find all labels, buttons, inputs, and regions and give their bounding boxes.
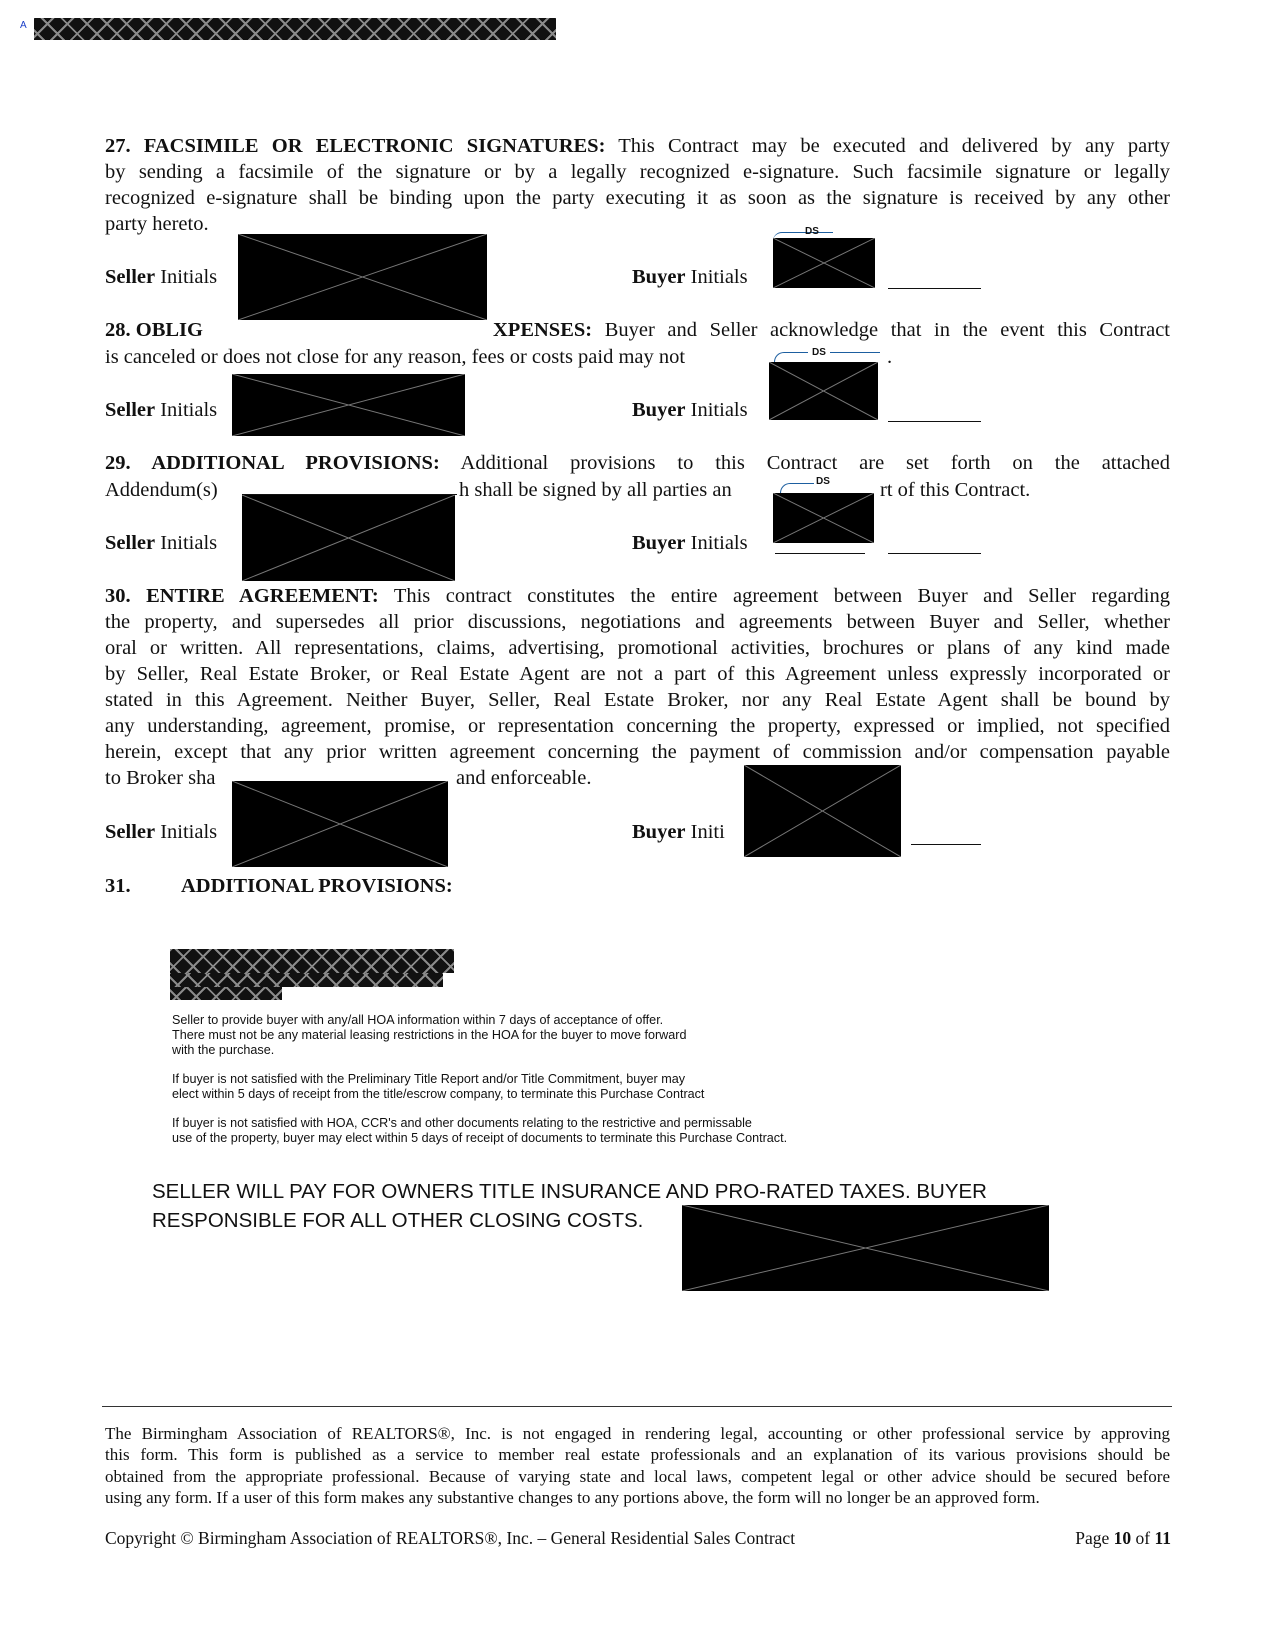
docusign-ds-label-28: DS [812,347,826,358]
closing-costs-redaction [682,1205,1049,1291]
seller-initials-29: Seller Initials [105,532,218,554]
buyer-initials-29-blank-2 [888,553,981,554]
provision-redaction-1 [170,949,454,973]
section-28-ds-rule-2 [830,352,880,353]
seller-initials-27: Seller Initials [105,266,218,288]
section-28-ds-rule [788,352,808,353]
section-29-line-1: 29. ADDITIONAL PROVISIONS: Additional provisions to this Contract are set forth on the attached [105,452,1170,474]
section-30-title: 30. ENTIRE AGREEMENT: [105,585,379,607]
section-27-line-3: recognized e-signature shall be binding upon the party executing it as soon as the signature is received by any other [105,187,1170,209]
seller-initials-29-redaction [242,495,455,581]
buyer-initials-27: Buyer Initials [632,266,748,288]
section-28-line-2: is canceled or does not close for any reason, fees or costs paid may not [105,346,686,368]
provision-redaction-2 [170,973,443,987]
provision-redaction-3 [170,987,282,1000]
header-mark: A [20,20,27,31]
section-27-line-4: party hereto. [105,213,209,235]
section-30-line-5: stated in this Agreement. Neither Buyer, Seller, Real Estate Broker, nor any Real Estate Agent shall be bound by [105,689,1170,711]
buyer-initials-29-blank-1 [775,553,865,554]
section-30-line-4: by Seller, Real Estate Broker, or Real Estate Agent are not a part of this Agreement unless expressly incorporated or [105,663,1170,685]
section-31-number: 31. [105,875,131,897]
page-number: Page 10 of 11 [1075,1528,1171,1548]
section-31-title: ADDITIONAL PROVISIONS: [181,875,453,897]
footer-disclaimer-line-4: using any form. If a user of this form makes any substantive changes to any portions above, the form will no longer be an approved form. [105,1488,1040,1507]
buyer-initials-27-blank [888,288,981,289]
seller-initials-27-redaction [238,234,487,320]
docusign-ds-label: DS [805,226,819,237]
buyer-initials-29-redaction [773,493,874,543]
closing-costs-line-1: SELLER WILL PAY FOR OWNERS TITLE INSURANCE AND PRO-RATED TAXES. BUYER [152,1180,987,1203]
buyer-initials-27-redaction [773,238,875,288]
seller-initials-28: Seller Initials [105,399,218,421]
section-28-title-end: XPENSES: Buyer and Seller acknowledge that in the event this Contract [493,319,1170,341]
buyer-initials-29: Buyer Initials [632,532,748,554]
buyer-initials-28-redaction [769,362,878,420]
provision-hoa-line-1: Seller to provide buyer with any/all HOA information within 7 days of acceptance of offer. [172,1013,664,1027]
buyer-initials-30-blank [911,844,981,845]
section-29-line-2-end: rt of this Contract. [880,479,1031,501]
footer-disclaimer-line-2: this form. This form is published as a service to member real estate professionals and an explanation of its various provisions should be [105,1445,1170,1464]
provision-hoa-line-2: There must not be any material leasing restrictions in the HOA for the buyer to move forward [172,1028,687,1042]
section-27-line-1: 27. FACSIMILE OR ELECTRONIC SIGNATURES: This Contract may be executed and delivered by any party [105,135,1170,157]
section-30-line-1: 30. ENTIRE AGREEMENT: This contract constitutes the entire agreement between Buyer and Seller regarding [105,585,1170,607]
section-30-line-8-end: and enforceable. [456,767,592,789]
provision-title-line-1: If buyer is not satisfied with the Preliminary Title Report and/or Title Commitment, buyer may [172,1072,686,1086]
section-29-line-2-mid: h shall be signed by all parties an [459,479,732,501]
section-30-line-8-start: to Broker sha [105,767,216,789]
section-30-line-6: any understanding, agreement, promise, or representation concerning the property, expressed or implied, not specified [105,715,1170,737]
seller-initials-30-redaction [232,781,448,867]
docusign-ds-label-29: DS [816,476,830,487]
seller-initials-30: Seller Initials [105,821,218,843]
section-30-line-3: oral or written. All representations, claims, advertising, promotional activities, brochures or plans of any kind made [105,637,1170,659]
provision-hoa-line-3: with the purchase. [172,1043,275,1057]
closing-costs-line-2: RESPONSIBLE FOR ALL OTHER CLOSING COSTS. [152,1209,644,1232]
section-27-title: 27. FACSIMILE OR ELECTRONIC SIGNATURES: [105,135,606,157]
header-redaction [34,18,556,40]
footer-disclaimer-line-1: The Birmingham Association of REALTORS®, Inc. is not engaged in rendering legal, accounting or other professional service by approving [105,1424,1170,1443]
buyer-initials-30-redaction [744,765,901,857]
buyer-initials-28-blank [888,421,981,422]
section-28-line-2-end: . [887,346,893,368]
footer-divider [102,1406,1172,1407]
section-27-line-2: by sending a facsimile of the signature or by a legally recognized e-signature. Such facsimile signature or legally [105,161,1170,183]
footer-disclaimer-line-3: obtained from the appropriate professional. Because of varying state and local laws, competent legal or other advice should be secured before [105,1467,1170,1486]
section-29-addendum-label: Addendum(s) [105,479,218,501]
section-30-line-2: the property, and supersedes all prior discussions, negotiations and agreements between Buyer and Seller, whether [105,611,1170,633]
provision-title-line-2: elect within 5 days of receipt from the title/escrow company, to terminate this Purchase Contract [172,1087,705,1101]
footer-copyright: Copyright © Birmingham Association of REALTORS®, Inc. – General Residential Sales Contract [105,1528,796,1548]
buyer-initials-30: Buyer Initi [632,821,725,843]
seller-initials-28-redaction [232,374,465,436]
section-29-ds-rule [794,483,814,484]
provision-ccr-line-1: If buyer is not satisfied with HOA, CCR's and other documents relating to the restrictive and permissable [172,1116,752,1130]
buyer-initials-28: Buyer Initials [632,399,748,421]
section-28-title-start: 28. OBLIG [105,319,203,341]
provision-ccr-line-2: use of the property, buyer may elect within 5 days of receipt of documents to terminate this Purchase Contract. [172,1131,788,1145]
section-30-line-7: herein, except that any prior written agreement concerning the payment of commission and/or compensation payable [105,741,1170,763]
